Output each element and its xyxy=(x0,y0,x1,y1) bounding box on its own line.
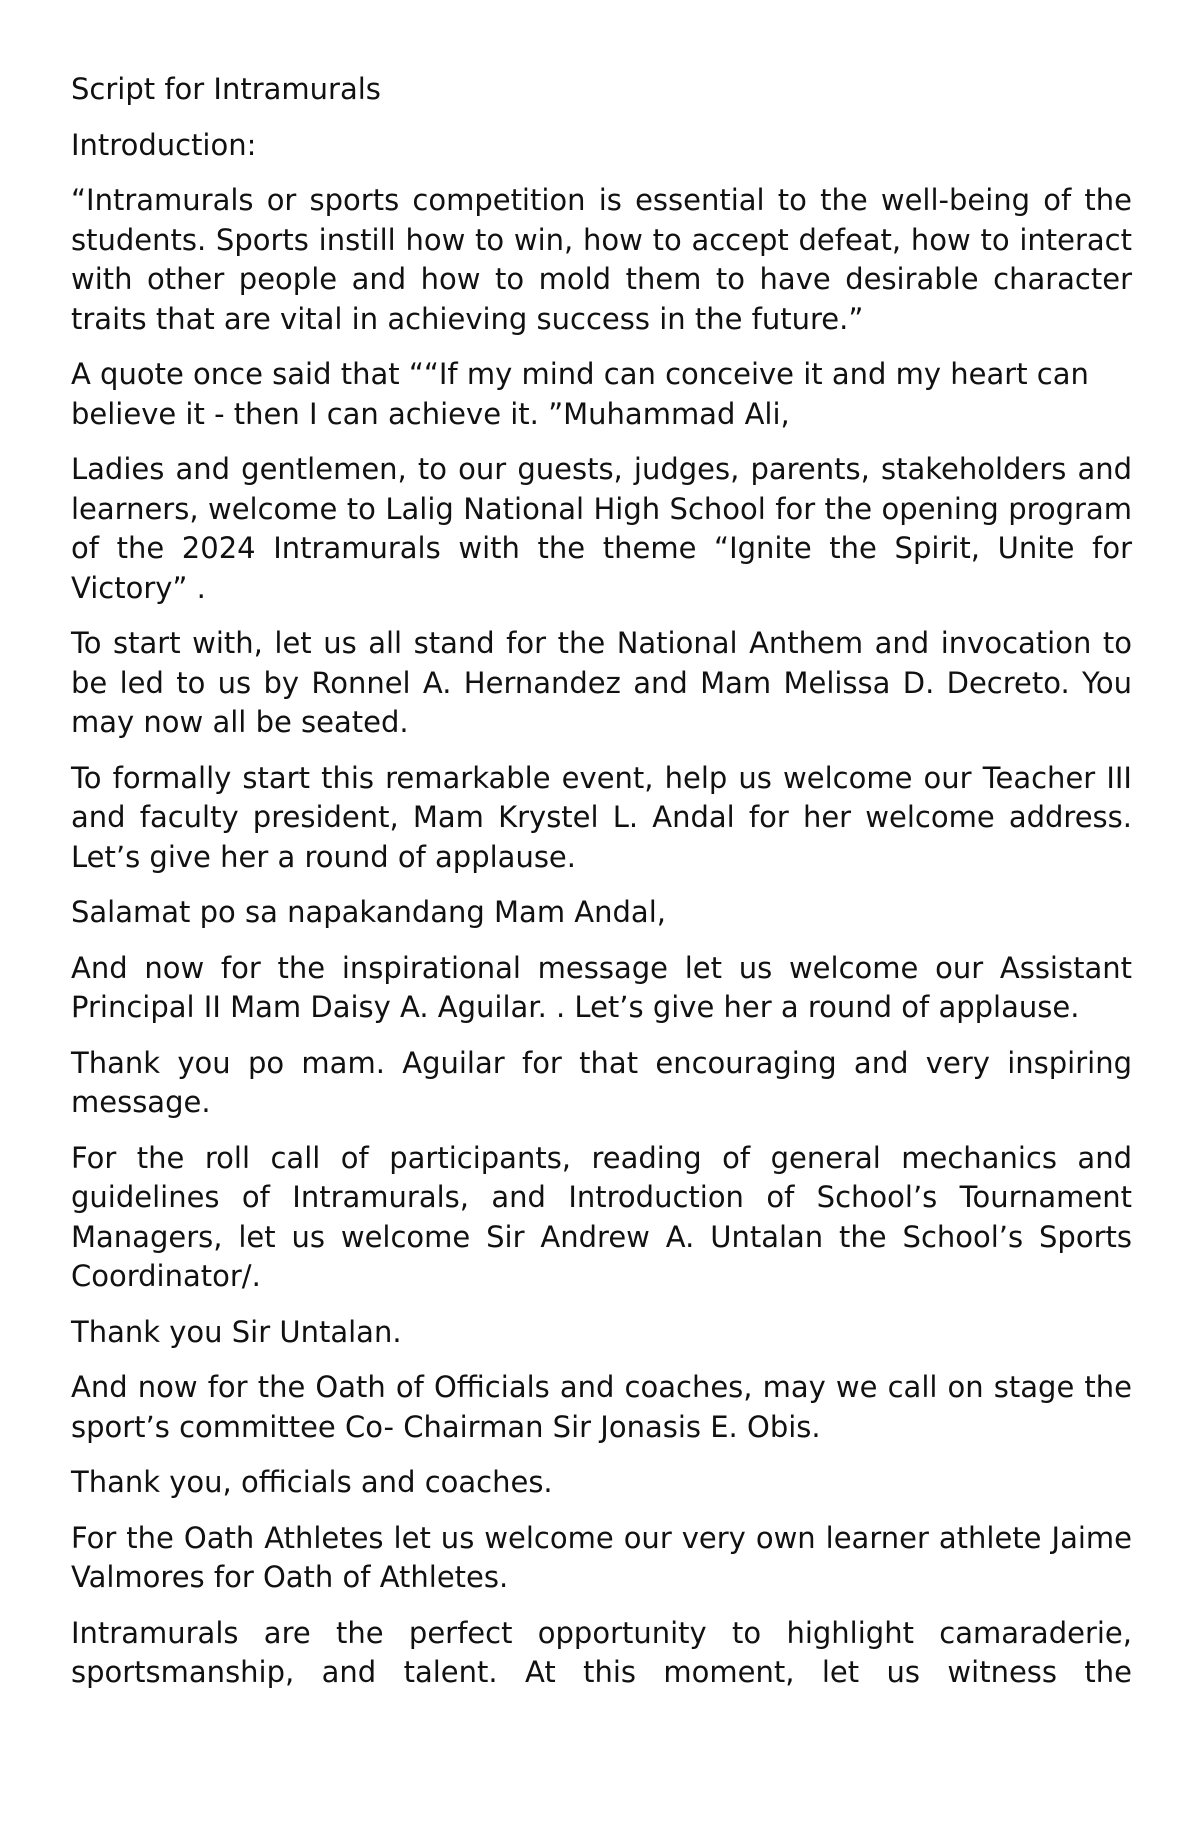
document-title: Script for Intramurals xyxy=(71,72,381,106)
paragraph-national-anthem: To start with, let us all stand for the National Anthem and invocation to be led to us by Ronnel A. Hernandez and Mam Melissa D. Decreto. You may now all be seated. xyxy=(71,626,1132,739)
document-body xyxy=(71,70,1132,1709)
paragraph-quote: A quote once said that ““If my mind can conceive it and my heart can believe it - then I can achieve it. ”Muhammad Ali, xyxy=(71,357,1089,431)
paragraph-oath-officials: And now for the Oath of Officials and coaches, may we call on stage the sport’s committee Co- Chairman Sir Jonasis E. Obis. xyxy=(71,1370,1132,1444)
paragraph-camaraderie: Intramurals are the perfect opportunity to highlight camaraderie, sportsmanship, and talent. At this moment, let us witness the xyxy=(71,1615,1132,1689)
paragraph-inspirational-message: And now for the inspirational message let us welcome our Assistant Principal II Mam Daisy A. Aguilar. . Let’s give her a round of applause. xyxy=(71,950,1132,1024)
paragraph-welcome: Ladies and gentlemen, to our guests, judges, parents, stakeholders and learners, welcome to Lalig National High School for the opening program of the 2024 Intramurals with the theme “Ignite the Spirit, Unite for Victory” . xyxy=(71,452,1132,605)
paragraph-thank-untalan: Thank you Sir Untalan. xyxy=(71,1314,402,1349)
paragraph-salamat: Salamat po sa napakandang Mam Andal, xyxy=(71,895,666,929)
paragraph-intramurals-definition: “Intramurals or sports competition is essential to the well-being of the students. Sports instill how to win, how to accept defeat, how to interact with other people and how to mold them to have desirable character traits that are vital in achieving success in the future.” xyxy=(71,183,1132,336)
section-heading: Introduction: xyxy=(71,127,257,162)
paragraph-welcome-address: To formally start this remarkable event, help us welcome our Teacher III and faculty president, Mam Krystel L. Andal for her welcome address. Let’s give her a round of applause. xyxy=(71,760,1132,874)
paragraph-thank-aguilar: Thank you po mam. Aguilar for that encouraging and very inspiring message. xyxy=(71,1045,1132,1119)
paragraph-roll-call: For the roll call of participants, reading of general mechanics and guidelines of Intramurals, and Introduction of School’s Tournament Managers, let us welcome Sir Andrew A. Untalan the School’s Sports Coordinator/. xyxy=(71,1140,1132,1293)
paragraph-oath-athletes: For the Oath Athletes let us welcome our very own learner athlete Jaime Valmores for Oath of Athletes. xyxy=(71,1520,1132,1594)
paragraph-thank-officials: Thank you, officials and coaches. xyxy=(71,1465,553,1499)
